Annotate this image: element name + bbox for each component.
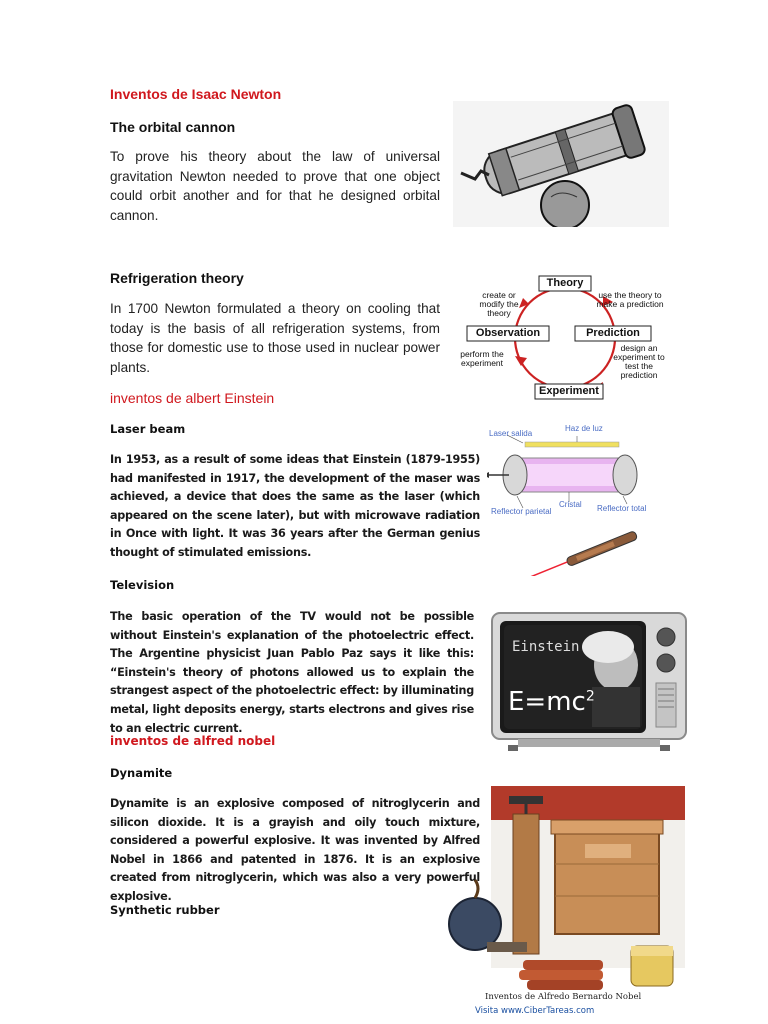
newton-heading: Inventos de Isaac Newton [110,86,282,102]
scientific-method-diagram [453,274,667,400]
diagram-theory-label: Theory [546,277,584,289]
refrigeration-title: Refrigeration theory [110,270,244,286]
laser-cristal-label: Cristal [559,500,582,509]
diagram-design-note: design an experiment to test the prediction [613,343,665,380]
dynamite-title: Dynamite [110,766,173,780]
einstein-heading: inventos de albert Einstein [110,390,275,406]
orbital-cannon-text: To prove his theory about the law of universal gravitation Newton needed to prove that one object could orbit another and for that he designed orbital cannon. [110,149,440,223]
synthetic-rubber-title: Synthetic rubber [110,903,220,917]
diagram-use-note: use the theory to make a prediction [596,290,664,309]
tv-formula-exponent: 2 [585,688,595,705]
television-image [488,609,690,753]
television-title: Television [110,578,175,592]
television-text: The basic operation of the TV would not be possible without Einstein's explanation of the photoelectric effect. The Argentine physicist Juan Pablo Paz says it like this: “Einstein's theory of photons allowed us to explain the strangest aspect of the photoelectric effect: by illuminating metal, light deposits energy, starts electrons and gives rise to an electric current. [110,610,474,735]
diagram-experiment-label: Experiment [539,385,599,397]
laser-title: Laser beam [110,422,186,436]
dynamite-text: Dynamite is an explosive composed of nitroglycerin and silicon dioxide. It is a grayish and oily touch mixture, considered a powerful explosive. It was invented by Alfred Nobel in 1866 and patented in 1876. It is an explosive created from nitroglycerin, which was also a very powerful explosive. [110,797,480,903]
collage-caption: Inventos de Alfredo Bernardo Nobel [485,992,642,1002]
diagram-perform-note: perform the experiment [460,349,504,368]
orbital-cannon-title: The orbital cannon [110,119,236,135]
telescope-image [453,101,669,227]
dynamite-collage-image [447,784,697,1020]
refrigeration-text: In 1700 Newton formulated a theory on cooling that today is the basis of all refrigeration systems, from those for domestic use to those used in nuclear power plants. [110,301,440,375]
tv-formula-base: E=mc [508,687,586,717]
nobel-heading: inventos de alfred nobel [110,734,276,748]
laser-text: In 1953, as a result of some ideas that Einstein (1879-1955) had manifested in 1917, the development of the maser was achieved, a device that does the same as the laser (which appeared on the scene later), but with microwave radiation in Once with light. It was 36 years after the German genius thought of stimulated emissions. [110,453,480,559]
laser-salida-label: Laser salida [489,429,533,438]
laser-parietal-label: Reflector parietal [491,507,552,516]
laser-haz-label: Haz de luz [565,424,603,433]
tv-einstein-label: Einstein [512,639,580,655]
laser-total-label: Reflector total [597,504,647,513]
tv-formula [508,687,595,717]
diagram-prediction-label: Prediction [586,327,640,339]
collage-site: Visita www.CiberTareas.com [475,1006,595,1016]
diagram-observation-label: Observation [475,327,541,339]
laser-diagram [487,422,657,576]
diagram-create-note: create or modify the theory [479,290,519,318]
